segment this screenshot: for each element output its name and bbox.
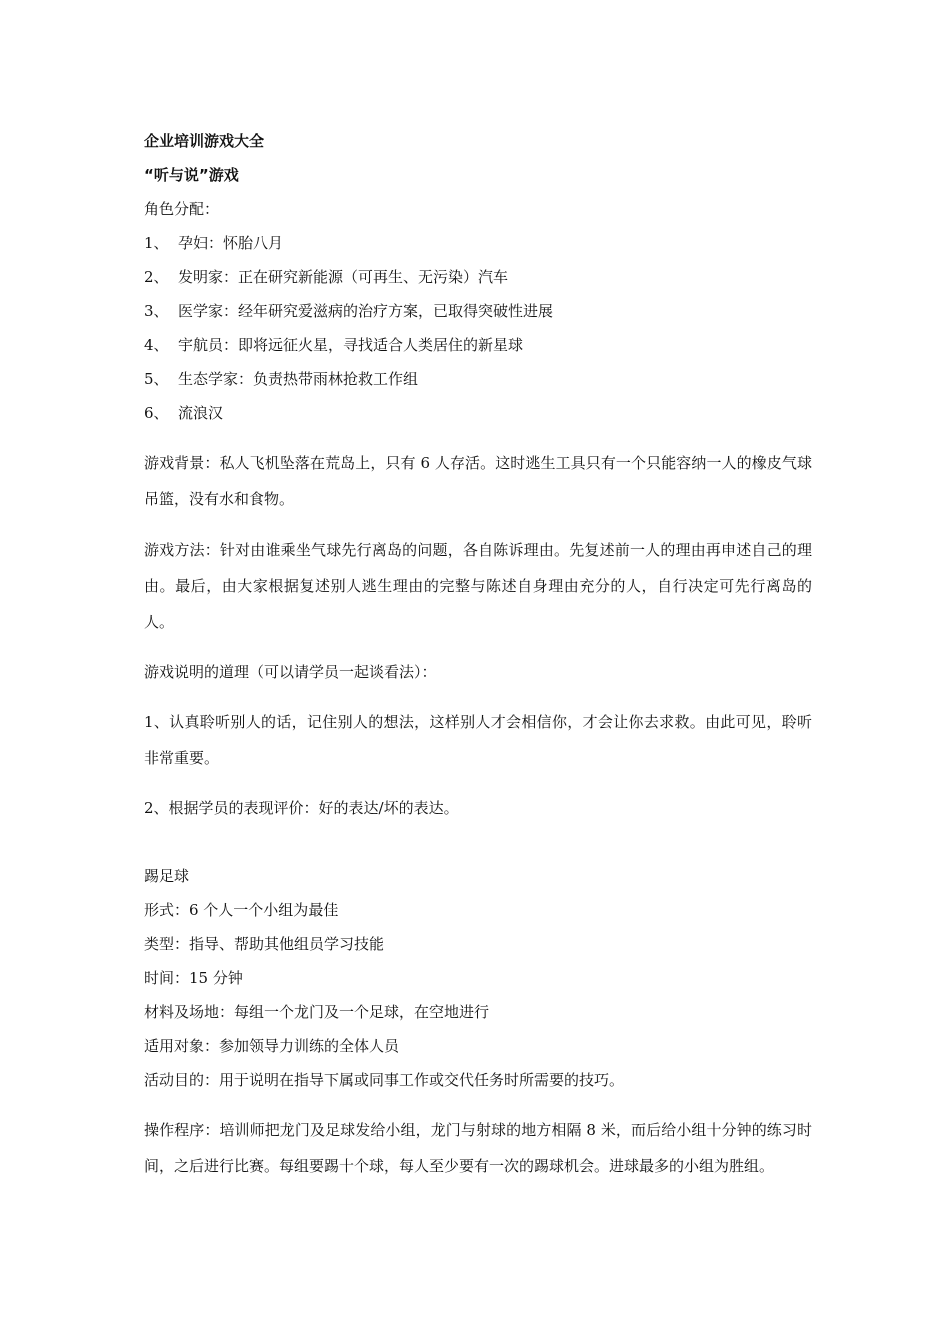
game2-heading: 踢足球 [144,867,190,885]
roles-label: 角色分配： [144,200,220,218]
moral-point-2: 2、根据学员的表现评价：好的表达/坏的表达。 [144,799,459,817]
role-item [144,396,812,430]
role-text: 孕妇：怀胎八月 [178,234,284,252]
moral-label: 游戏说明的道理（可以请学员一起谈看法）： [144,663,437,681]
role-item [144,294,812,328]
game2-procedure: 操作程序：培训师把龙门及足球发给小组，龙门与射球的地方相隔 8 米，而后给小组十分钟的练习时间，之后进行比赛。每组要踢十个球，每人至少要有一次的踢球机会。进球最多的小组为胜组。 [144,1121,812,1175]
game2-audience: 适用对象：参加领导力训练的全体人员 [144,1037,400,1055]
role-number: 5、 [144,370,169,388]
role-number: 4、 [144,336,169,354]
game2-materials: 材料及场地：每组一个龙门及一个足球，在空地进行 [144,1003,490,1021]
moral-point-1: 1、认真聆听别人的话，记住别人的想法，这样别人才会相信你，才会让你去求救。由此可见，聆听非常重要。 [144,713,812,767]
role-text: 流浪汉 [178,404,224,422]
role-item [144,260,812,294]
role-item [144,328,812,362]
game2-form: 形式：6 个人一个小组为最佳 [144,901,339,919]
game2-type: 类型：指导、帮助其他组员学习技能 [144,935,385,953]
game2-time: 时间：15 分钟 [144,969,243,987]
game2-purpose: 活动目的：用于说明在指导下属或同事工作或交代任务时所需要的技巧。 [144,1071,625,1089]
document-title: 企业培训游戏大全 [144,132,265,150]
role-item [144,362,812,396]
role-number: 2、 [144,268,169,286]
role-text: 发明家：正在研究新能源（可再生、无污染）汽车 [178,268,509,286]
role-number: 1、 [144,234,169,252]
game1-heading: “听与说”游戏 [144,166,239,184]
section-spacer [144,825,812,859]
game-method: 游戏方法：针对由谁乘坐气球先行离岛的问题，各自陈诉理由。先复述前一人的理由再申述自己的理由。最后，由大家根据复述别人逃生理由的完整与陈述自身理由充分的人，自行决定可先行离岛的人。 [144,541,812,631]
document-body [144,124,812,1199]
role-text: 医学家：经年研究爱滋病的治疗方案，已取得突破性进展 [178,302,554,320]
role-text: 宇航员：即将远征火星，寻找适合人类居住的新星球 [178,336,524,354]
role-number: 3、 [144,302,169,320]
role-item [144,226,812,260]
role-text: 生态学家：负责热带雨林抢救工作组 [178,370,419,388]
role-number: 6、 [144,404,169,422]
game-background: 游戏背景：私人飞机坠落在荒岛上，只有 6 人存活。这时逃生工具只有一个只能容纳一人的橡皮气球吊篮，没有水和食物。 [144,454,812,508]
